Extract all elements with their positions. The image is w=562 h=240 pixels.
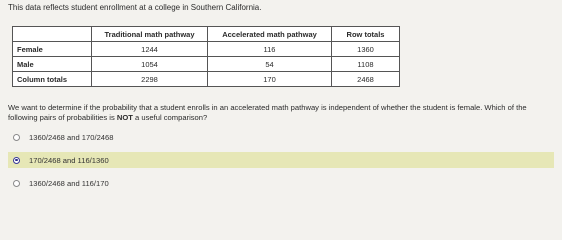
question-text-end: a useful comparison? (132, 113, 208, 122)
table-cell: 1108 (332, 57, 400, 72)
table-header-traditional: Traditional math pathway (92, 27, 208, 42)
enrollment-table (12, 26, 400, 87)
table-cell: 1244 (92, 42, 208, 57)
answer-option-3[interactable] (8, 175, 109, 191)
table-row (13, 57, 400, 72)
row-label-male: Male (13, 57, 92, 72)
intro-text: This data reflects student enrollment at a college in Southern California. (8, 3, 262, 12)
table-header-corner (13, 27, 92, 42)
question-emphasis: NOT (116, 113, 133, 122)
table-header-row (13, 27, 400, 42)
answer-option-1[interactable] (8, 129, 113, 145)
table-cell: 116 (208, 42, 332, 57)
table-row (13, 42, 400, 57)
table-row (13, 72, 400, 87)
row-label-column-totals: Column totals (13, 72, 92, 87)
question-text-start: We want to determine if the probability that a student enrolls in an accelerated math pathway is independent of whether the student is female. Which of the following pairs of probabilities is (8, 103, 527, 122)
table-cell: 2298 (92, 72, 208, 87)
answer-option-label: 170/2468 and 116/1360 (29, 155, 109, 165)
answer-option-2[interactable] (8, 152, 554, 168)
row-label-female: Female (13, 42, 92, 57)
radio-unselected-icon[interactable] (13, 180, 20, 187)
answer-option-label: 1360/2468 and 170/2468 (29, 132, 114, 142)
question-text (8, 103, 558, 123)
table-cell: 2468 (332, 72, 400, 87)
answer-option-label: 1360/2468 and 116/170 (29, 178, 109, 188)
table-cell: 1360 (332, 42, 400, 57)
table-cell: 54 (208, 57, 332, 72)
table-cell: 170 (208, 72, 332, 87)
radio-unselected-icon[interactable] (13, 134, 20, 141)
table-header-row-totals: Row totals (332, 27, 400, 42)
radio-selected-icon[interactable] (13, 157, 20, 164)
table-header-accelerated: Accelerated math pathway (208, 27, 332, 42)
table-cell: 1054 (92, 57, 208, 72)
